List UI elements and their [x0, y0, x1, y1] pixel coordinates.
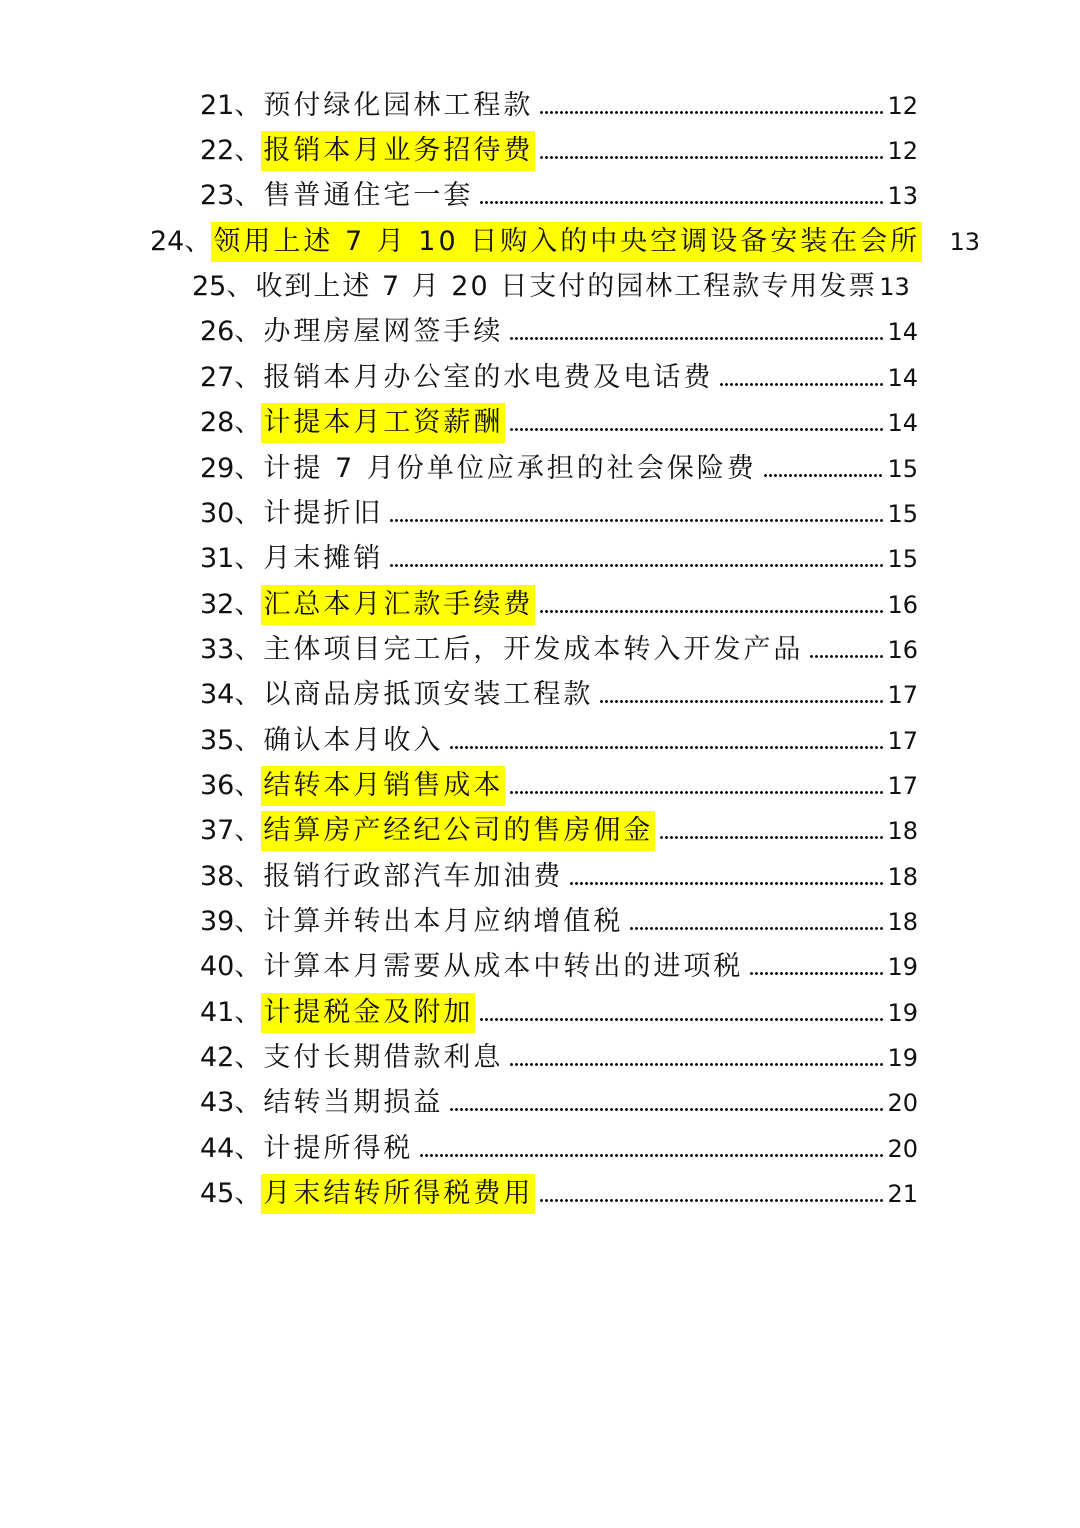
toc-entry[interactable] — [200, 399, 918, 443]
entry-title: 月末结转所得税费用 — [261, 1174, 535, 1214]
page-number: 14 — [887, 409, 918, 437]
page-number: 12 — [887, 137, 918, 165]
page-number: 13 — [887, 182, 918, 210]
toc-entry[interactable] — [200, 535, 918, 579]
toc-entry[interactable] — [200, 1079, 918, 1123]
page-number: 19 — [887, 999, 918, 1027]
dot-leader — [719, 378, 883, 390]
entry-title: 结算房产经纪公司的售房佣金 — [261, 811, 655, 851]
toc-entry[interactable] — [200, 1170, 918, 1214]
entry-number: 21、 — [200, 90, 262, 121]
page-number: 20 — [887, 1135, 918, 1163]
page-number: 15 — [887, 455, 918, 483]
entry-number: 23、 — [200, 180, 262, 211]
page-number: 17 — [887, 727, 918, 755]
dot-leader — [419, 1149, 883, 1161]
page-number: 17 — [887, 681, 918, 709]
entry-title: 预付绿化园林工程款 — [263, 90, 534, 121]
toc-entry[interactable] — [200, 1034, 918, 1078]
entry-title: 计提所得税 — [263, 1133, 414, 1164]
dot-leader — [479, 1013, 883, 1025]
entry-number: 42、 — [200, 1042, 262, 1073]
entry-number: 24、 — [150, 226, 212, 257]
entry-title: 收到上述 7 月 20 日支付的园林工程款专用发票 — [255, 271, 878, 302]
page-number: 12 — [887, 92, 918, 120]
toc-entry[interactable] — [200, 127, 918, 171]
toc-entry[interactable] — [200, 626, 918, 670]
dot-leader — [659, 831, 883, 843]
toc-entry[interactable] — [200, 717, 918, 761]
dot-leader — [509, 423, 883, 435]
entry-number: 36、 — [200, 770, 262, 801]
dot-leader — [509, 332, 883, 344]
entry-number: 32、 — [200, 589, 262, 620]
entry-title: 报销本月业务招待费 — [261, 131, 535, 171]
entry-title: 以商品房抵顶安装工程款 — [263, 679, 594, 710]
entry-title: 报销行政部汽车加油费 — [263, 861, 564, 892]
page-number: 13 — [879, 273, 910, 301]
page-number: 14 — [887, 364, 918, 392]
entry-title: 计提 7 月份单位应承担的社会保险费 — [263, 453, 757, 484]
toc-entry[interactable] — [200, 82, 918, 126]
page-number: 20 — [887, 1089, 918, 1117]
entry-number: 30、 — [200, 498, 262, 529]
page-number: 14 — [887, 318, 918, 346]
entry-number: 31、 — [200, 543, 262, 574]
page-number: 18 — [887, 908, 918, 936]
entry-number: 44、 — [200, 1133, 262, 1164]
entry-number: 39、 — [200, 906, 262, 937]
toc-entry[interactable] — [200, 581, 918, 625]
page-number: 18 — [887, 863, 918, 891]
entry-number: 33、 — [200, 634, 262, 665]
entry-number: 26、 — [200, 316, 262, 347]
toc-entry[interactable] — [200, 898, 918, 942]
entry-title: 计算并转出本月应纳增值税 — [263, 906, 624, 937]
dot-leader — [509, 1058, 883, 1070]
toc-entry[interactable] — [200, 308, 918, 352]
page-number: 19 — [887, 1044, 918, 1072]
entry-number: 29、 — [200, 453, 262, 484]
dot-leader — [509, 786, 883, 798]
toc-entry[interactable] — [200, 354, 918, 398]
dot-leader — [539, 605, 883, 617]
dot-leader — [449, 741, 883, 753]
toc-entry[interactable] — [200, 853, 918, 897]
toc-entry[interactable] — [200, 445, 918, 489]
entry-title: 计提本月工资薪酬 — [261, 403, 505, 443]
toc-entry[interactable] — [200, 989, 918, 1033]
entry-title: 确认本月收入 — [263, 725, 444, 756]
entry-title: 计提税金及附加 — [261, 993, 475, 1033]
toc-entry[interactable] — [200, 1125, 918, 1169]
toc-entry[interactable] — [200, 490, 918, 534]
dot-leader — [926, 242, 945, 254]
entry-number: 41、 — [200, 997, 262, 1028]
entry-title: 支付长期借款利息 — [263, 1042, 504, 1073]
dot-leader — [539, 151, 883, 163]
entry-title: 汇总本月汇款手续费 — [261, 585, 535, 625]
entry-number: 43、 — [200, 1087, 262, 1118]
entry-title: 结转当期损益 — [263, 1087, 444, 1118]
entry-title: 领用上述 7 月 10 日购入的中央空调设备安装在会所 — [211, 222, 922, 262]
entry-number: 22、 — [200, 135, 262, 166]
dot-leader — [449, 1103, 883, 1115]
dot-leader — [539, 106, 883, 118]
toc-entry[interactable] — [200, 762, 918, 806]
toc-entry[interactable] — [150, 218, 980, 262]
page-number: 13 — [949, 228, 980, 256]
page-number: 19 — [887, 953, 918, 981]
entry-title: 售普通住宅一套 — [263, 180, 474, 211]
entry-number: 34、 — [200, 679, 262, 710]
page-number: 18 — [887, 817, 918, 845]
dot-leader — [479, 196, 883, 208]
page-number: 15 — [887, 500, 918, 528]
dot-leader — [389, 559, 883, 571]
toc-entry[interactable] — [192, 263, 927, 307]
page-number: 15 — [887, 545, 918, 573]
entry-number: 25、 — [192, 271, 254, 302]
entry-title: 主体项目完工后，开发成本转入开发产品 — [263, 634, 804, 665]
toc-entry[interactable] — [200, 807, 918, 851]
entry-title: 计提折旧 — [263, 498, 384, 529]
entry-title: 结转本月销售成本 — [261, 766, 505, 806]
entry-number: 35、 — [200, 725, 262, 756]
toc-entry[interactable] — [200, 172, 918, 216]
entry-number: 27、 — [200, 362, 262, 393]
dot-leader — [809, 650, 883, 662]
entry-number: 28、 — [200, 407, 262, 438]
dot-leader — [629, 922, 883, 934]
entry-number: 38、 — [200, 861, 262, 892]
page-number: 21 — [887, 1180, 918, 1208]
dot-leader — [389, 514, 883, 526]
entry-title: 月末摊销 — [263, 543, 384, 574]
page-number: 16 — [887, 591, 918, 619]
page-number: 16 — [887, 636, 918, 664]
toc-entry[interactable] — [200, 671, 918, 715]
entry-title: 报销本月办公室的水电费及电话费 — [263, 362, 714, 393]
page-number: 17 — [887, 772, 918, 800]
entry-number: 40、 — [200, 951, 262, 982]
dot-leader — [569, 877, 883, 889]
dot-leader — [749, 967, 883, 979]
dot-leader — [599, 695, 883, 707]
entry-number: 37、 — [200, 815, 262, 846]
dot-leader — [763, 469, 884, 481]
toc-entry[interactable] — [200, 943, 918, 987]
dot-leader — [539, 1194, 883, 1206]
entry-title: 计算本月需要从成本中转出的进项税 — [263, 951, 744, 982]
entry-number: 45、 — [200, 1178, 262, 1209]
entry-title: 办理房屋网签手续 — [263, 316, 504, 347]
